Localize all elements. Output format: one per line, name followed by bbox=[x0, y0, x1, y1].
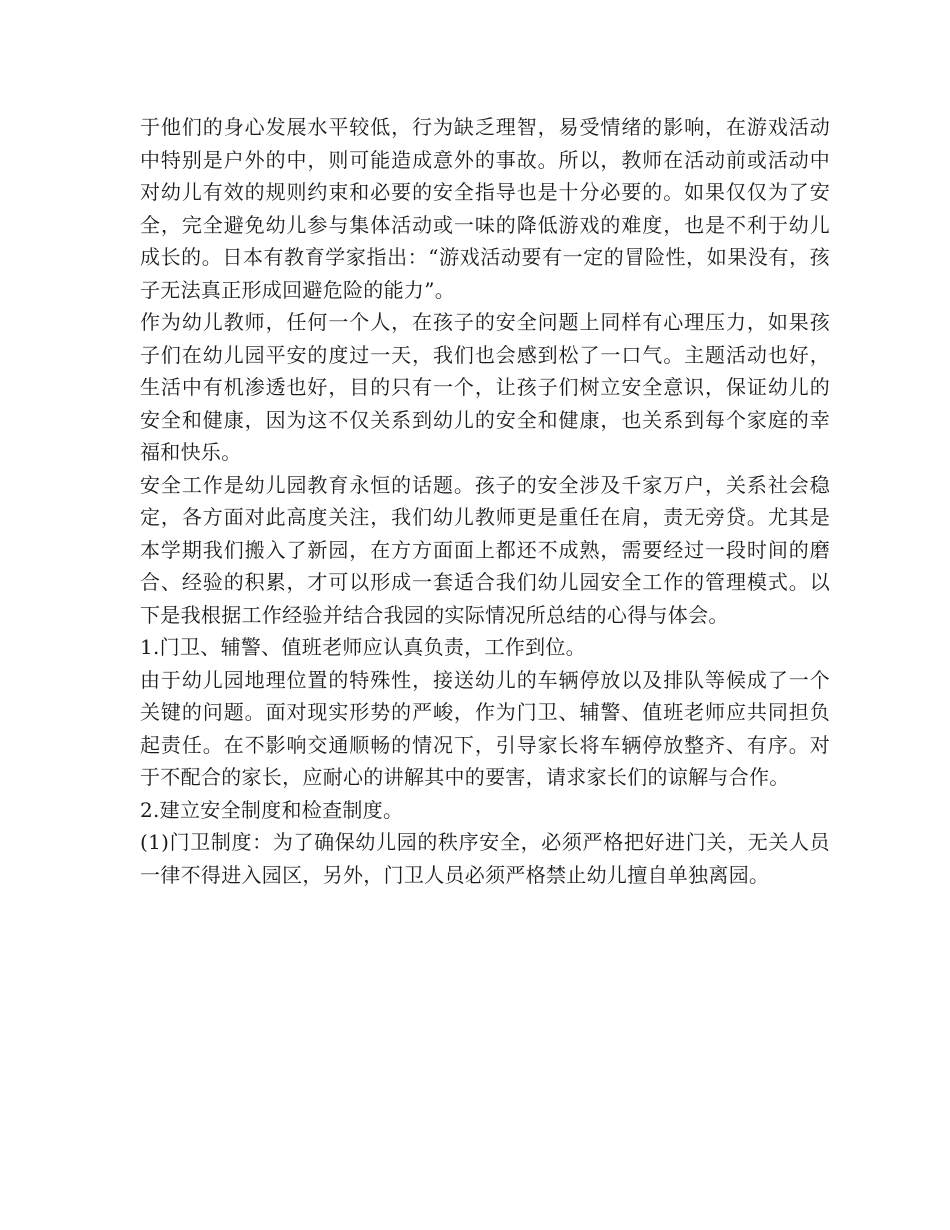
paragraph-2: 作为幼儿教师，任何一个人，在孩子的安全问题上同样有心理压力，如果孩子们在幼儿园平安的度过一天，我们也会感到松了一口气。主题活动也好，生活中有机渗透也好，目的只有一个，让孩子们树立安全意识，保证幼儿的安全和健康，因为这不仅关系到幼儿的安全和健康，也关系到每个家庭的幸福和快乐。 bbox=[140, 310, 830, 464]
paragraph-4: 由于幼儿园地理位置的特殊性，接送幼儿的车辆停放以及排队等候成了一个关键的问题。面对现实形势的严峻，作为门卫、辅警、值班老师应共同担负起责任。在不影响交通顺畅的情况下，引导家长将车辆停放整齐、有序。对于不配合的家长，应耐心的讲解其中的要害，请求家长们的谅解与合作。 bbox=[140, 667, 830, 789]
paragraph-1: 于他们的身心发展水平较低，行为缺乏理智，易受情绪的影响，在游戏活动中特别是户外的中，则可能造成意外的事故。所以，教师在活动前或活动中对幼儿有效的规则约束和必要的安全指导也是十分必要的。如果仅仅为了安全，完全避免幼儿参与集体活动或一味的降低游戏的难度，也是不利于幼儿成长的。日本有教育学家指出：“游戏活动要有一定的冒险性，如果没有，孩子无法真正形成回避危险的能力”。 bbox=[140, 115, 830, 302]
section-heading-2: 2.建立安全制度和检查制度。 bbox=[140, 797, 404, 822]
paragraph-5: (1)门卫制度：为了确保幼儿园的秩序安全，必须严格把好进门关，无关人员一律不得进入园区，另外，门卫人员必须严格禁止幼儿擅自单独离园。 bbox=[140, 830, 830, 887]
paragraph-3: 安全工作是幼儿园教育永恒的话题。孩子的安全涉及千家万户，关系社会稳定，各方面对此高度关注，我们幼儿教师更是重任在肩，责无旁贷。尤其是本学期我们搬入了新园，在方方面面上都还不成熟，需要经过一段时间的磨合、经验的积累，才可以形成一套适合我们幼儿园安全工作的管理模式。以下是我根据工作经验并结合我园的实际情况所总结的心得与体会。 bbox=[140, 472, 830, 627]
document-body bbox=[140, 111, 830, 891]
section-heading-1: 1.门卫、辅警、值班老师应认真负责，工作到位。 bbox=[140, 635, 586, 659]
